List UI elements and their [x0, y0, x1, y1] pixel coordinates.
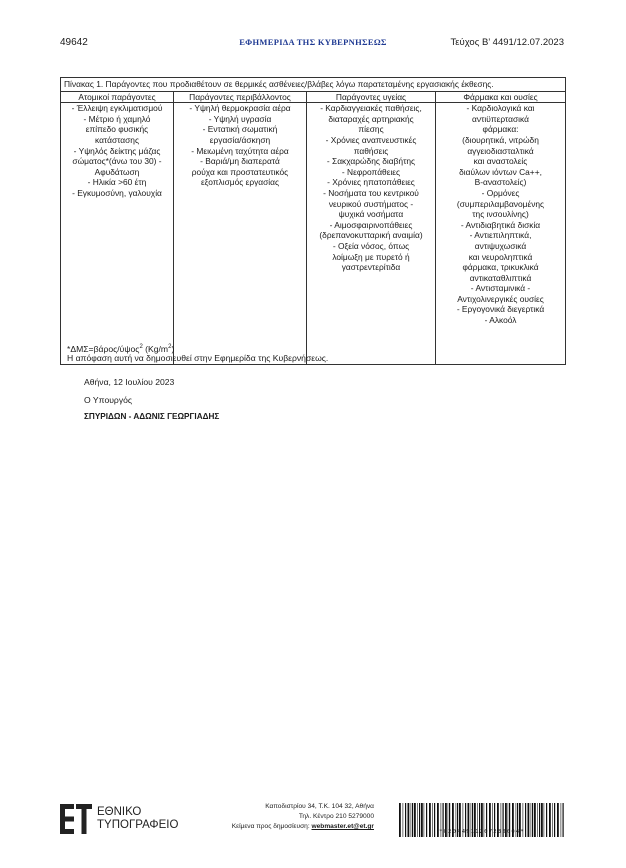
- table-line: - Καρδιολογικά και: [466, 103, 535, 114]
- table-line: παθήσεις: [353, 145, 389, 156]
- table-line: αγγειοδιασταλτικά: [467, 145, 534, 156]
- national-printing-office-logo: [60, 803, 210, 837]
- table-line: - Αντιεπιληπτικά,: [469, 230, 532, 241]
- table-line: - Ορμόνες: [481, 187, 520, 198]
- table-line: Αφυδάτωση: [94, 166, 140, 177]
- table-line: επίπεδο φυσικής: [85, 124, 149, 135]
- table-line: σώματος*(άνω του 30) -: [72, 156, 162, 167]
- table-line: - Αιμοσφαιρινοπάθειες: [329, 219, 413, 230]
- table-line: και αναστολείς: [473, 156, 528, 167]
- cell-drugs: [436, 103, 566, 365]
- table-line: - Αλκοόλ: [484, 315, 517, 326]
- date-place: Αθήνα, 12 Ιουλίου 2023: [84, 377, 175, 387]
- contact-info: [210, 802, 374, 832]
- table-line: - Έλλειψη εγκλιματισμού: [71, 103, 163, 114]
- table-line: - Υψηλή θερμοκρασία αέρα: [189, 103, 291, 114]
- table-line: (διουρητικά, νιτρώδη: [462, 134, 539, 145]
- table-line: γαστρεντερίτιδα: [341, 262, 401, 273]
- table-line: - Εγκυμοσύνη, γαλουχία: [72, 187, 162, 198]
- minister-title: Ο Υπουργός: [84, 395, 133, 405]
- table-line: - Χρόνιες ηπατοπάθειες: [327, 177, 415, 188]
- table-line: κατάστασης: [94, 134, 140, 145]
- table-line: - Μέτριο ή χαμηλό: [83, 113, 151, 124]
- table-line: λοίμωξη με πυρετό ή: [332, 251, 410, 262]
- table-line: αντικαταθλιπτικά: [469, 272, 532, 283]
- table-line: (δρεπανοκυτταρική αναιμία): [319, 230, 423, 241]
- header-atomic: Ατομικοί παράγοντες: [61, 91, 174, 103]
- table-line: - Αντιδιαβητικά δισκία: [460, 219, 541, 230]
- table-line: - Σακχαρώδης διαβήτης: [326, 156, 416, 167]
- table-line: - Καρδιαγγειακές παθήσεις,: [320, 103, 422, 114]
- table-line: εξοπλισμός εργασίας: [200, 177, 280, 188]
- table-line: Αντιχολινεργικές ουσίες: [457, 293, 544, 304]
- table-line: εργασία/άσκηση: [209, 134, 271, 145]
- header-health: Παράγοντες υγείας: [307, 91, 436, 103]
- table-line: αντιψυχωσικά: [474, 240, 527, 251]
- phone: Τηλ. Κέντρο 210 5279000: [298, 813, 374, 820]
- table-line: - Βαριά/μη διαπερατά: [200, 156, 280, 167]
- page-number: 49642: [60, 37, 88, 48]
- factors-table: [60, 77, 566, 365]
- table-line: φάρμακα:: [482, 124, 519, 135]
- table-line: διαταραχές αρτηριακής: [328, 113, 414, 124]
- table-line: - Αντισταμινικά -: [470, 283, 531, 294]
- table-line: - Εργογονικά διεγερτικά: [456, 304, 545, 315]
- table-line: - Νεφροπάθειες: [341, 166, 401, 177]
- table-line: φάρμακα, τρικυκλικά: [462, 262, 539, 273]
- cell-health: [307, 103, 436, 365]
- cell-environment: [174, 103, 307, 365]
- table-line: αντιϋπερτασικά: [472, 113, 529, 124]
- header-drugs: Φάρμακα και ουσίες: [436, 91, 566, 103]
- barcode-number: *02044911207230004*: [439, 829, 525, 835]
- printing-office-logo-icon: [60, 804, 92, 834]
- header-environment: Παράγοντες περιβάλλοντος: [174, 91, 307, 103]
- issue-reference: Τεύχος B’ 4491/12.07.2023: [450, 37, 564, 48]
- table-line: - Μειωμένη ταχύτητα αέρα: [191, 145, 289, 156]
- table-line: και νευροληπτικά: [468, 251, 533, 262]
- table-caption: Πίνακας 1. Παράγοντες που προδιαθέτουν σε θερμικές ασθένειες/βλάβες λόγω παρατεταμένης εργασιακής έκθεσης.: [61, 78, 566, 92]
- gazette-title: ΕΦΗΜΕΡΙΔΑ ΤΗΣ ΚΥΒΕΡΝΗΣΕΩΣ: [239, 37, 387, 47]
- table-line: - Εντατική σωματική: [202, 124, 278, 135]
- publication-note: Η απόφαση αυτή να δημοσιευθεί στην Εφημερίδα της Κυβερνήσεως.: [67, 353, 329, 363]
- table-line: - Ηλικία >60 έτη: [87, 177, 147, 188]
- table-line: (συμπεριλαμβανομένης: [456, 198, 545, 209]
- table-line: - Χρόνιες αναπνευστικές: [325, 134, 417, 145]
- email-link[interactable]: webmaster.et@et.gr: [311, 823, 374, 830]
- table-line: της ινσουλίνης): [472, 209, 529, 220]
- cell-atomic: [61, 103, 174, 365]
- table-line: - Νοσήματα του κεντρικού: [323, 187, 419, 198]
- minister-name: ΣΠΥΡΙΔΩΝ - ΑΔΩΝΙΣ ΓΕΩΡΓΙΑΔΗΣ: [84, 412, 220, 421]
- address: Καποδιστρίου 34, Τ.Κ. 104 32, Αθήνα: [265, 803, 374, 810]
- table-line: B-αναστολείς): [474, 177, 527, 188]
- bmi-footnote: *ΔΜΣ=βάρος/ύψος$^2$ $(Kg/m^2)$: [67, 343, 175, 354]
- email-label: Κείμενα προς δημοσίευση:: [231, 823, 312, 830]
- table-line: ψυχικά νοσήματα: [338, 209, 404, 220]
- logo-text: ΕΘΝΙΚΟ ΤΥΠΟΓΡΑΦΕΙΟ: [97, 806, 179, 831]
- table-line: διαύλων ιόντων Ca++,: [459, 166, 542, 177]
- table-line: - Υψηλή υγρασία: [208, 113, 272, 124]
- table-line: - Οξεία νόσος, όπως: [332, 240, 410, 251]
- table-line: ρούχα και προστατευτικός: [191, 166, 289, 177]
- table-line: νευρικού συστήματος -: [328, 198, 414, 209]
- table-line: - Υψηλός δείκτης μάζας: [73, 145, 161, 156]
- table-line: πίεσης: [358, 124, 384, 135]
